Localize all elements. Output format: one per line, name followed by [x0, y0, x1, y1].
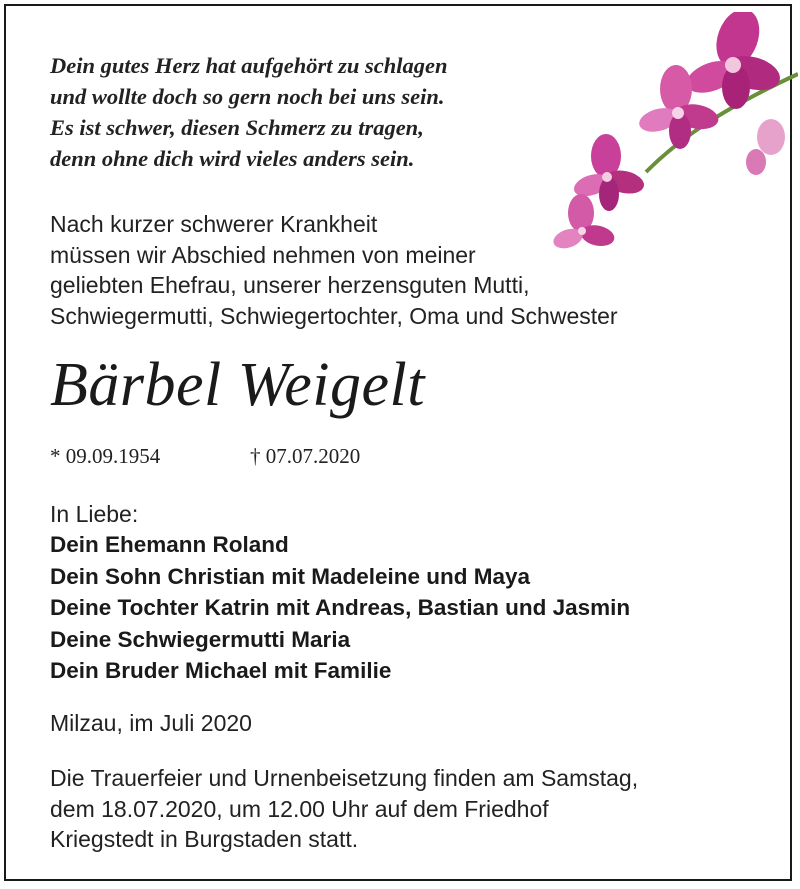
funeral-line: Kriegstedt in Burgstaden statt.: [50, 826, 359, 852]
mourner-line: Deine Schwiegermutti Maria: [50, 626, 351, 652]
place-date: Milzau, im Juli 2020: [50, 710, 252, 736]
mourner-line: Deine Tochter Katrin mit Andreas, Bastian und Jasmin: [50, 595, 631, 620]
mourners-label: In Liebe:: [50, 501, 139, 527]
funeral-line: dem 18.07.2020, um 12.00 Uhr auf dem Friedhof: [50, 795, 549, 822]
poem-line: und wollte doch so gern noch bei uns sein.: [50, 84, 445, 109]
intro-line: Schwiegermutti, Schwiegertochter, Oma und Schwester: [50, 302, 618, 329]
deceased-name: Bärbel Weigelt: [50, 351, 425, 419]
death-date: † 07.07.2020: [250, 444, 361, 468]
poem: [50, 50, 448, 174]
poem-line: denn ohne dich wird vieles anders sein.: [50, 146, 415, 171]
mourner-line: Dein Ehemann Roland: [50, 532, 289, 557]
funeral-line: Die Trauerfeier und Urnenbeisetzung finden am Samstag,: [50, 765, 639, 791]
intro-line: Nach kurzer schwerer Krankheit: [50, 211, 378, 237]
mourner-line: Dein Sohn Christian mit Madeleine und Maya: [50, 563, 531, 589]
obituary-frame: [4, 4, 792, 881]
mourners-list: [50, 529, 630, 687]
poem-line: Es ist schwer, diesen Schmerz zu tragen,: [50, 115, 424, 140]
funeral-notice: [50, 763, 638, 855]
intro-line: geliebten Ehefrau, unserer herzensguten Mutti,: [50, 272, 530, 298]
mourner-line: Dein Bruder Michael mit Familie: [50, 658, 392, 683]
intro-line: müssen wir Abschied nehmen von meiner: [50, 241, 476, 268]
poem-line: Dein gutes Herz hat aufgehört zu schlagen: [50, 53, 448, 78]
birth-date: * 09.09.1954: [50, 444, 161, 468]
intro-text: [50, 209, 618, 331]
